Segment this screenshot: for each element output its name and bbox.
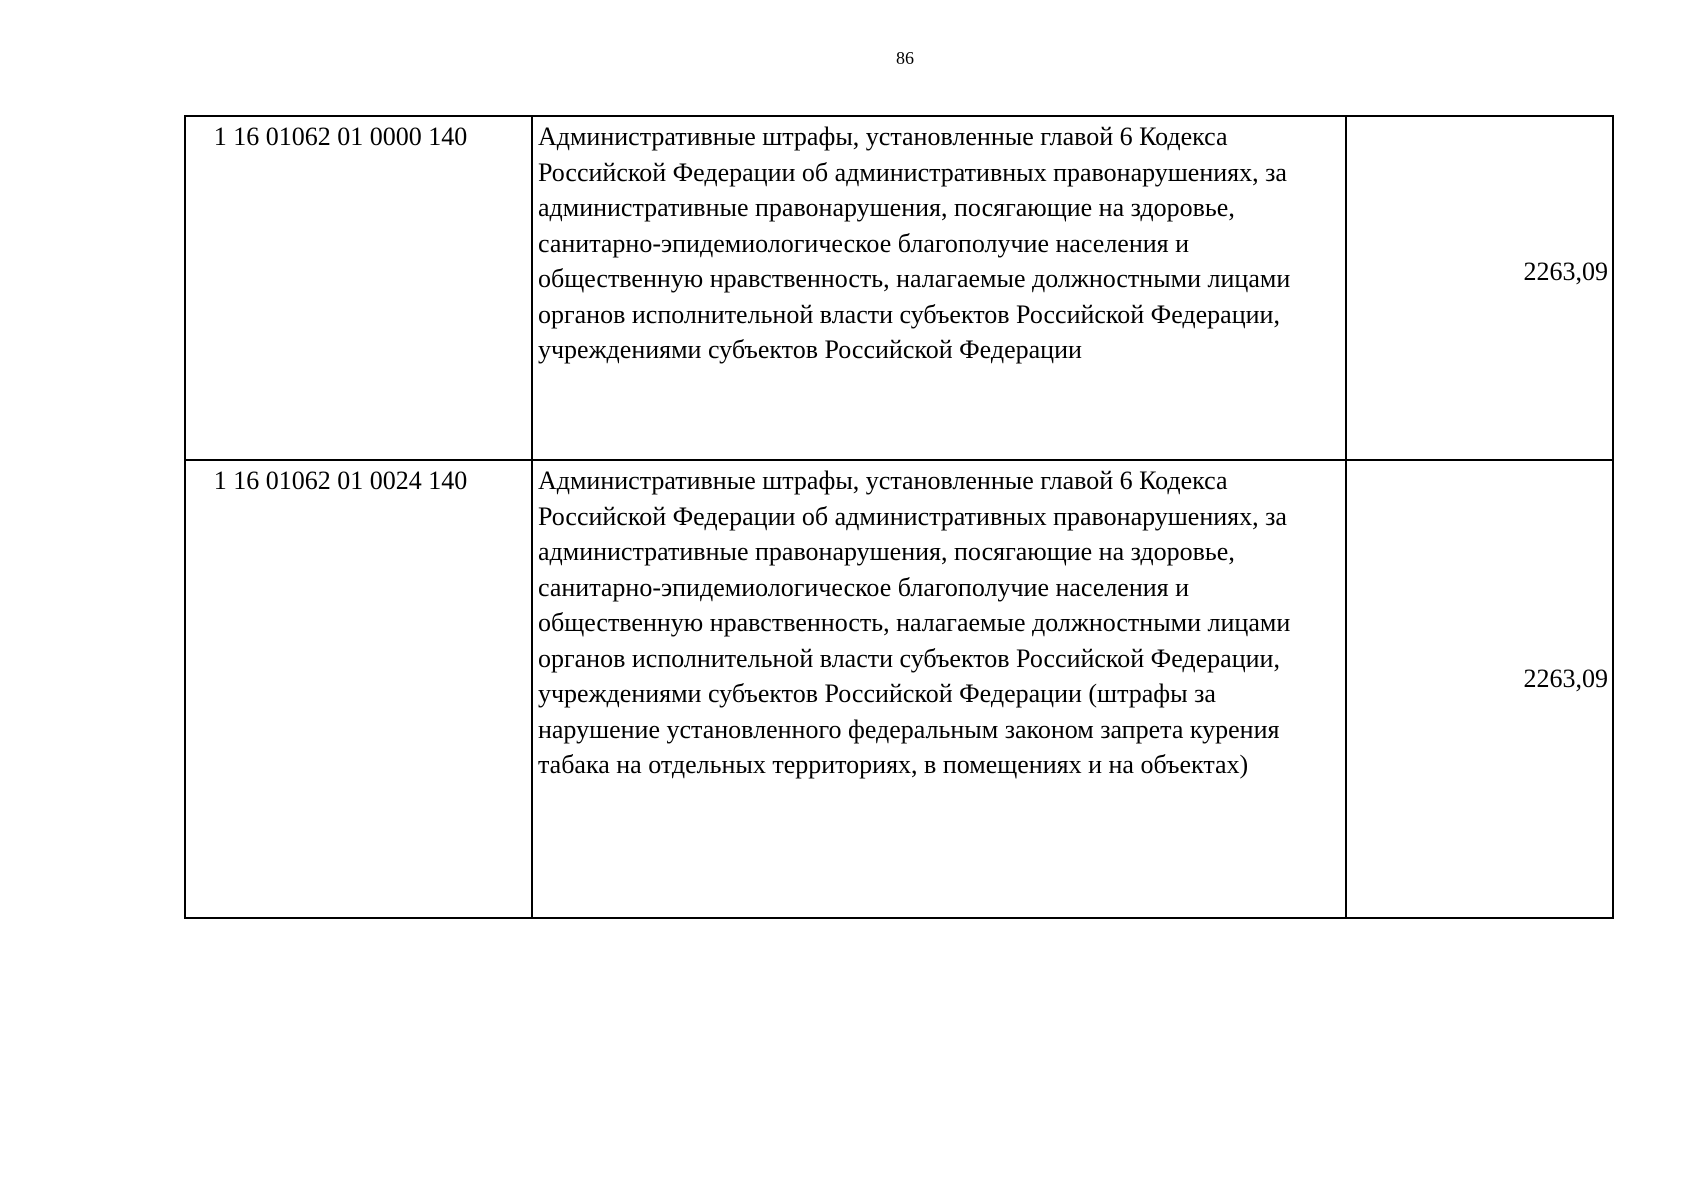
page-number: 86 [896,48,914,68]
row-amount: 2263,09 [1523,664,1608,694]
amount-cell [1346,460,1613,918]
row-description: Административные штрафы, установленные главой 6 Кодекса Российской Федерации об административных правонарушениях, за административные правонарушения, посягающие на здоровье, санитарно-эпидемиологическое благополучие населения и общественную нравственность, налагаемые должностными лицами органов исполнительной власти субъектов Российской Федерации, учреждениями субъектов Российской Федерации (штрафы за нарушение установленного федеральным законом запрета курения табака на отдельных территориях, в помещениях и на объектах) [537,466,1291,779]
table-row [185,460,1613,918]
budget-code-cell [185,460,532,918]
budget-code-cell [185,116,532,460]
row-description: Административные штрафы, установленные главой 6 Кодекса Российской Федерации об административных правонарушениях, за административные правонарушения, посягающие на здоровье, санитарно-эпидемиологическое благополучие населения и общественную нравственность, налагаемые должностными лицами органов исполнительной власти субъектов Российской Федерации, учреждениями субъектов Российской Федерации [537,122,1291,364]
budget-table [184,115,1614,919]
table-row [185,116,1613,460]
amount-cell [1346,116,1613,460]
description-cell [532,460,1346,918]
budget-code: 1 16 01062 01 0000 140 [213,122,468,151]
row-amount: 2263,09 [1523,257,1608,287]
description-cell [532,116,1346,460]
budget-code: 1 16 01062 01 0024 140 [213,466,468,495]
